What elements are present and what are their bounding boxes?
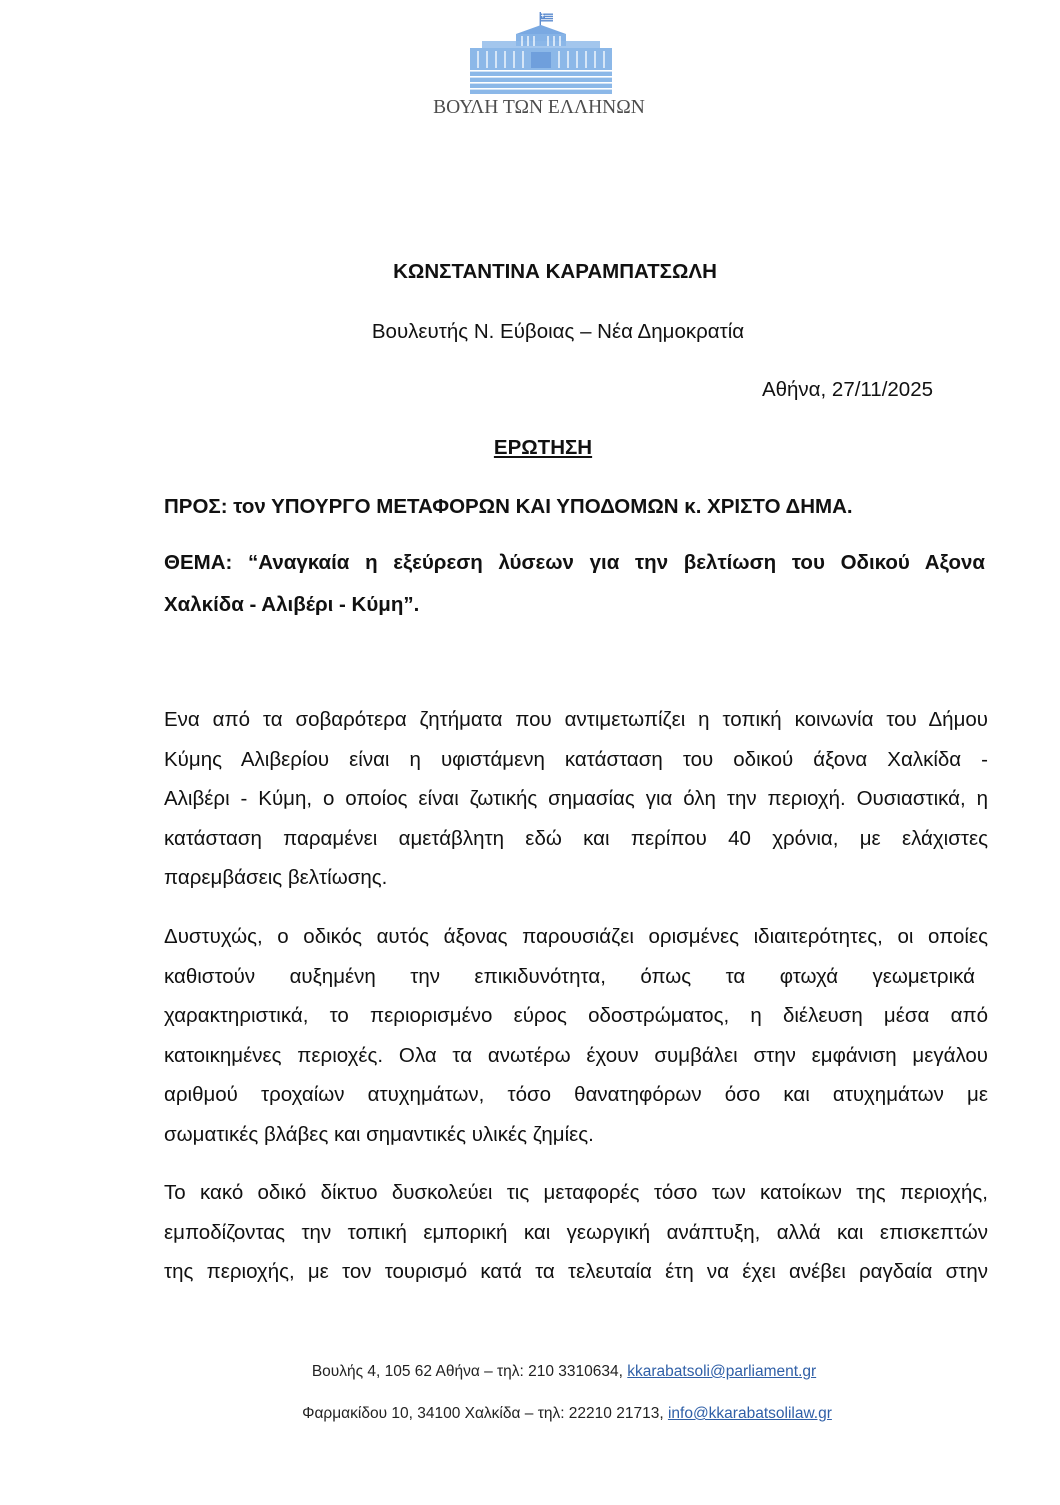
paragraph-line: παρεμβάσεις βελτίωσης.	[164, 866, 388, 889]
subject-line: Χαλκίδα - Αλιβέρι - Κύμη”.	[164, 593, 420, 616]
footer-email-link[interactable]: info@kkarabatsolilaw.gr	[667, 1405, 832, 1422]
footer-contact-line	[214, 1360, 914, 1384]
footer-contact-line	[217, 1402, 917, 1426]
paragraph-line: εμποδίζοντας την τοπική εμπορική και γεωργική ανάπτυξη, αλλά και επισκεπτών	[164, 1220, 988, 1244]
paragraph-line: της περιοχής, με τον τουρισμό κατά τα τελευταία έτη να έχει ανέβει ραγδαία στην	[164, 1260, 988, 1283]
subject-block	[164, 542, 985, 626]
paragraph-line: Το κακό οδικό δίκτυο δυσκολεύει τις μεταφορές τόσο των κατοίκων της περιοχής,	[164, 1181, 988, 1204]
document-title: ΕΡΩΤΗΣΗ	[493, 436, 593, 459]
paragraph-line: χαρακτηριστικά, το περιορισμένο εύρος οδοστρώματος, η διέλευση μέσα από	[164, 1004, 988, 1027]
mp-role: Βουλευτής Ν. Εύβοιας – Νέα Δημοκρατία	[371, 320, 745, 343]
paragraph-line: Ενα από τα σοβαρότερα ζητήματα που αντιμετωπίζει η τοπική κοινωνία του Δήμου	[164, 708, 988, 731]
subject-line: ΘΕΜΑ: “Αναγκαία η εξεύρεση λύσεων για την βελτίωση του Οδικού Αξονα	[164, 551, 985, 574]
place-date: Αθήνα, 27/11/2025	[761, 378, 933, 401]
paragraph-line: Δυστυχώς, ο οδικός αυτός άξονας παρουσιάζει ορισμένες ιδιαιτερότητες, οι οποίες	[164, 925, 988, 948]
parliament-logo	[470, 12, 612, 94]
footer-address: Βουλής 4, 105 62 Αθήνα – τηλ: 210 3310634,	[311, 1363, 623, 1380]
paragraph-line: καθιστούν αυξημένη την επικιδυνότητα, όπως τα φτωχά γεωμετρικά	[164, 964, 975, 988]
body-paragraph	[164, 917, 988, 1154]
paragraph-line: κατοικημένες περιοχές. Ολα τα ανωτέρω έχουν συμβάλει στην εμφάνιση μεγάλου	[164, 1043, 988, 1067]
parliament-building-icon	[470, 12, 612, 94]
mp-name: ΚΩΝΣΤΑΝΤΙΝΑ ΚΑΡΑΜΠΑΤΣΩΛΗ	[393, 260, 717, 283]
paragraph-line: σωματικές βλάβες και σημαντικές υλικές ζημίες.	[164, 1122, 594, 1146]
paragraph-line: Κύμης Αλιβερίου είναι η υφιστάμενη κατάσταση του οδικού άξονα Χαλκίδα -	[164, 747, 988, 771]
body-paragraph	[164, 700, 988, 898]
paragraph-line: Αλιβέρι - Κύμη, ο οποίος είναι ζωτικής σημασίας για όλη την περιοχή. Ουσιαστικά, η	[164, 787, 988, 810]
paragraph-line: κατάσταση παραμένει αμετάβλητη εδώ και περίπου 40 χρόνια, με ελάχιστες	[164, 826, 988, 850]
footer-address: Φαρμακίδου 10, 34100 Χαλκίδα – τηλ: 22210 21713,	[302, 1405, 664, 1422]
footer-email-link[interactable]: kkarabatsoli@parliament.gr	[627, 1363, 817, 1380]
recipient-line: ΠΡΟΣ: τον ΥΠΟΥΡΓΟ ΜΕΤΑΦΟΡΩΝ ΚΑΙ ΥΠΟΔΟΜΩΝ κ. ΧΡΙΣΤΟ ΔΗΜΑ.	[164, 495, 853, 518]
body-paragraph	[164, 1173, 988, 1292]
logo-wordmark: ΒΟΥΛΗ ΤΩΝ ΕΛΛΗΝΩΝ	[433, 97, 645, 118]
paragraph-line: αριθμού τροχαίων ατυχημάτων, τόσο θανατηφόρων όσο και ατυχημάτων με	[164, 1083, 988, 1106]
